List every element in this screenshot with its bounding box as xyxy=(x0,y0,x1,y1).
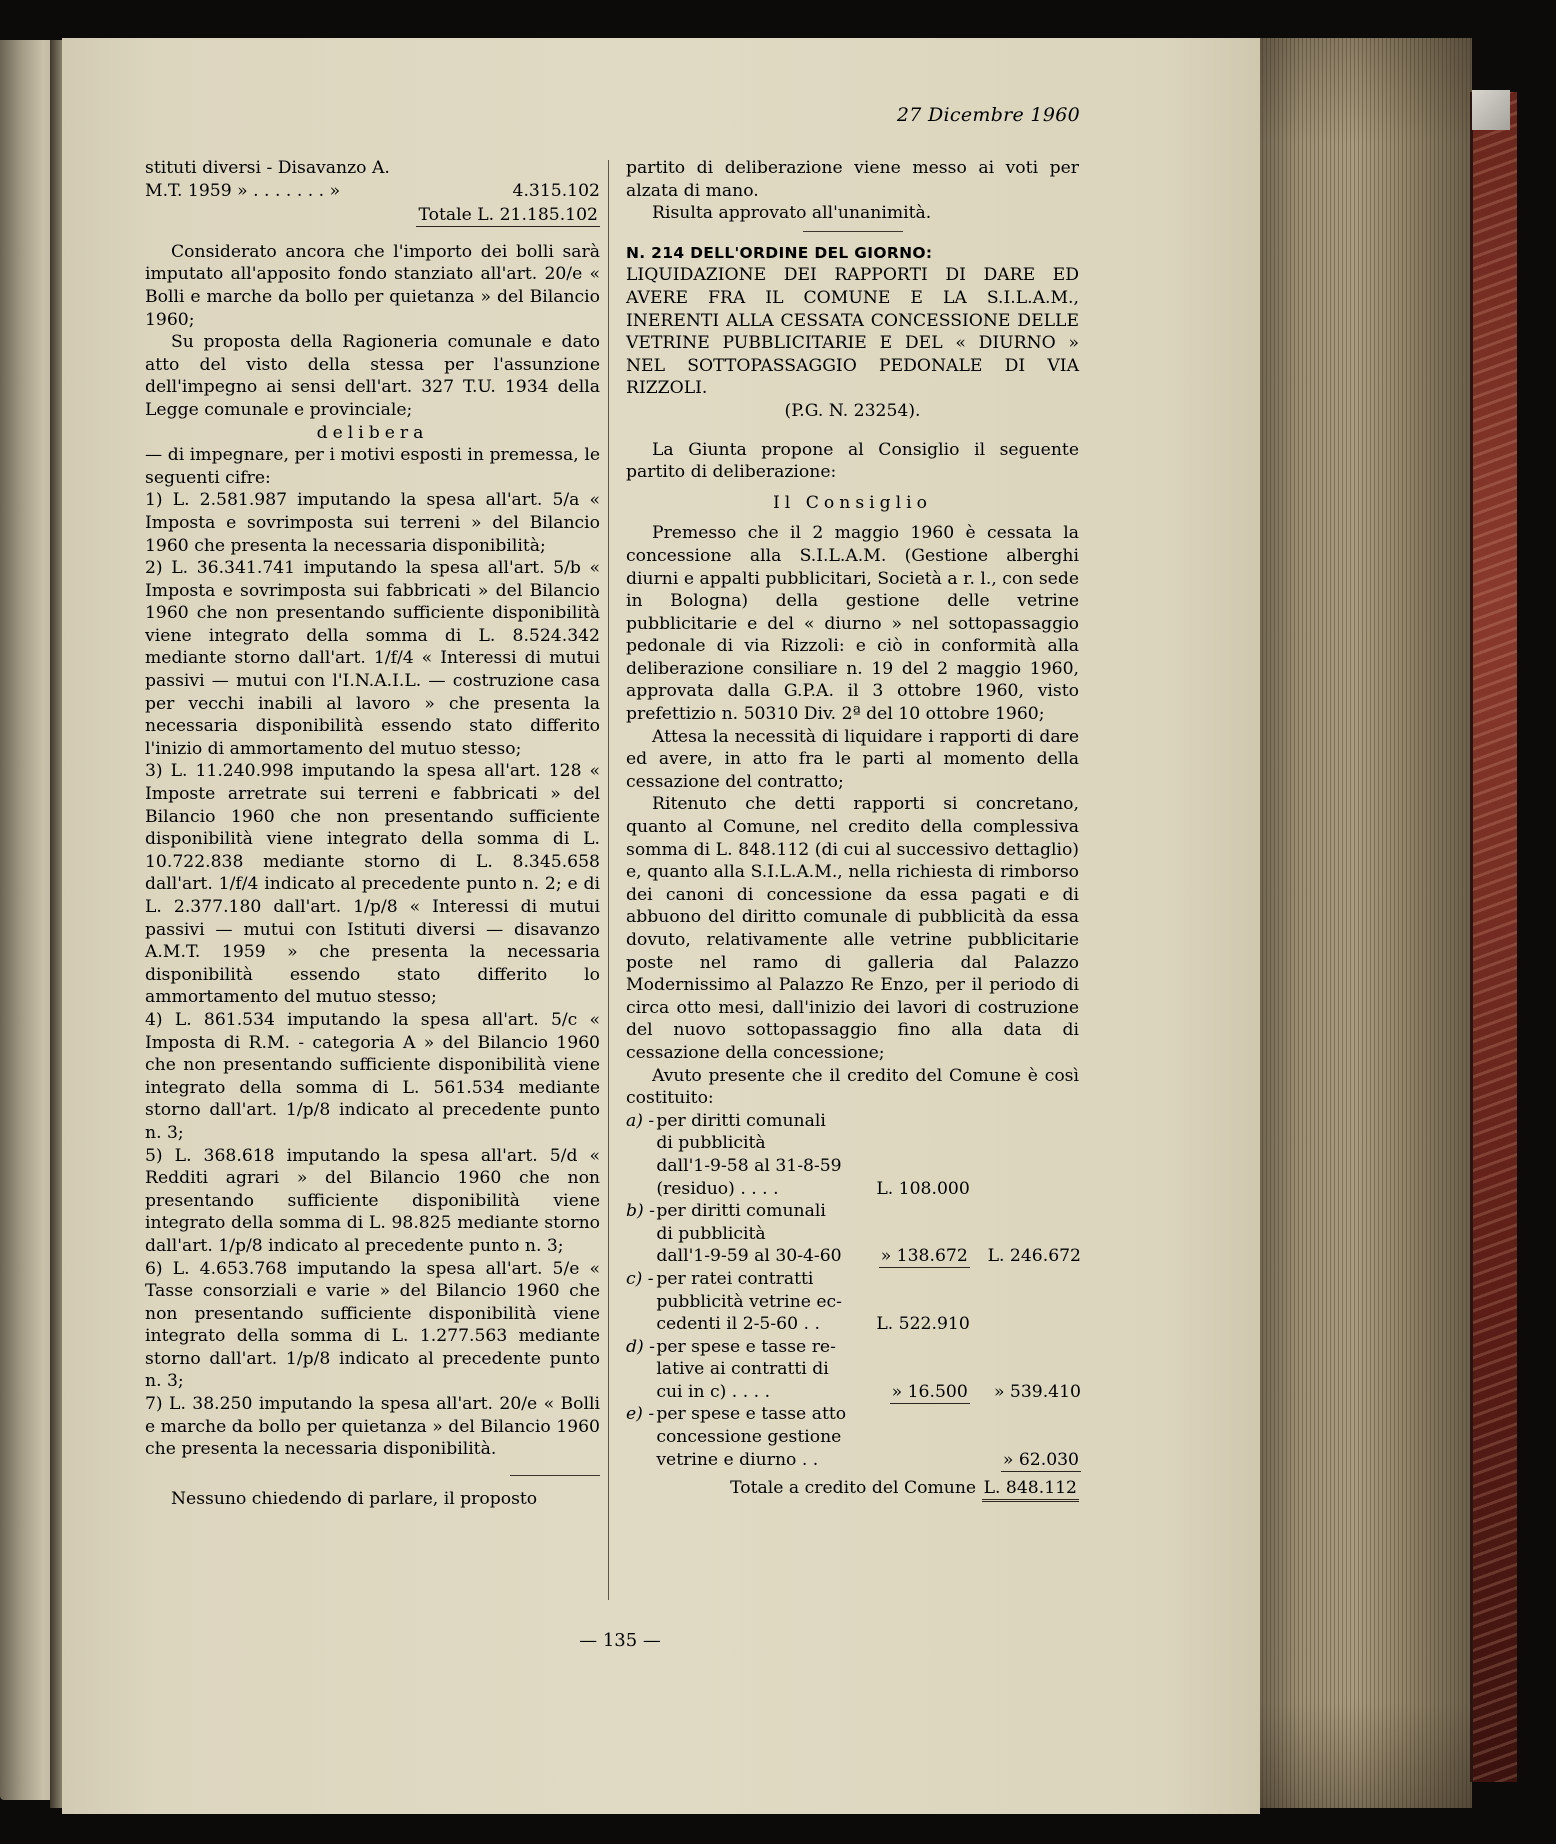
consiglio-heading: Il Consiglio xyxy=(773,492,932,513)
ledger-row xyxy=(626,1200,1081,1223)
page-header-date: 27 Dicembre 1960 xyxy=(896,104,1080,126)
title-reference: (P.G. N. 23254). xyxy=(784,400,921,421)
ledger-label: b) - xyxy=(626,1201,655,1222)
paragraph: Su proposta della Ragioneria comunale e dato atto del visto della stessa per l'assunzione dell'impegno ai sensi dell'art. 327 T.U. 1934 della Legge comunale e provinciale; xyxy=(145,332,600,420)
credit-total-amount: L. 848.112 xyxy=(982,1478,1079,1502)
ledger-text: per ratei contratti xyxy=(656,1268,814,1289)
divider xyxy=(803,231,903,232)
ledger-subtotal: L. 246.672 xyxy=(987,1246,1081,1267)
paragraph: Avuto presente che il credito del Comune è così costituito: xyxy=(626,1065,1079,1109)
list-item: 6) L. 4.653.768 imputando la spesa all'art. 5/e « Tasse consorziali e varie » del Bilancio 1960 che non presentando sufficiente disponibilità viene integrato della somma di L. 1.277.563 mediante storno dall'art. 1/p/8 indicato al precedente punto n. 3; xyxy=(145,1258,600,1392)
ledger-label: e) - xyxy=(626,1404,655,1425)
ledger-subtotal: » 539.410 xyxy=(993,1381,1081,1402)
agenda-heading: N. 214 DELL'ORDINE DEL GIORNO: xyxy=(626,243,933,262)
ledger-text: per spese e tasse re- xyxy=(656,1336,836,1357)
ledger-text: cedenti il 2-5-60 . . xyxy=(656,1314,820,1335)
left-total-amount: 21.185.102 xyxy=(499,205,598,226)
paragraph: La Giunta propone al Consiglio il seguente partito di deliberazione: xyxy=(626,439,1079,483)
ledger-text: dall'1-9-59 al 30-4-60 xyxy=(656,1246,842,1267)
ledger-row xyxy=(626,1336,1081,1359)
carryover-label: M.T. 1959 » . . . . . . . » xyxy=(145,180,341,201)
carryover-amount: 4.315.102 xyxy=(512,180,600,201)
carryover-line-1: stituti diversi - Disavanzo A. xyxy=(145,158,390,178)
ledger-text: concessione gestione xyxy=(656,1427,842,1448)
ledger-row xyxy=(626,1110,1081,1133)
ledger-amount: » 138.672 xyxy=(880,1246,968,1267)
ledger-row xyxy=(626,1268,1081,1291)
ledger-subtotal: » 62.030 xyxy=(1002,1449,1079,1470)
paragraph: Ritenuto che detti rapporti si concretano, quanto al Comune, nel credito della complessiva somma di L. 848.112 (di cui al successivo dettaglio) e, quanto alla S.I.L.A.M., nella richiesta di rimborso dei canoni di concessione da essa pagati e di abbuono del diritto comunale di pubblicità da essa dovuto, relativamente alle vetrine pubblicitarie poste nel ramo di galleria dal Palazzo Modernissimo al Palazzo Re Enzo, per il periodo di circa otto mesi, dall'inizio dei lavori di costruzione del nuovo sottopassaggio fino alla data di cessazione della concessione; xyxy=(626,794,1079,1063)
paragraph: Attesa la necessità di liquidare i rapporti di dare ed avere, in atto fra le parti al momento della cessazione del contratto; xyxy=(626,726,1079,792)
paragraph: — di impegnare, per i motivi esposti in premessa, le seguenti cifre: xyxy=(145,445,600,488)
ledger-text: per diritti comunali xyxy=(656,1110,826,1131)
paragraph: Considerato ancora che l'importo dei bolli sarà imputato all'apposito fondo stanziato all'art. 20/e « Bolli e marche da bollo per quietanza » del Bilancio 1960; xyxy=(145,241,600,330)
paragraph: Risulta approvato all'unanimità. xyxy=(652,203,932,224)
list-item: 7) L. 38.250 imputando la spesa all'art. 20/e « Bolli e marche da bollo per quietanza » del Bilancio 1960 che presenta la necessaria disponibilità. xyxy=(145,1394,600,1460)
credit-total-label: Totale a credito del Comune xyxy=(730,1478,977,1499)
page-edges xyxy=(1258,38,1472,1808)
list-item: 1) L. 2.581.987 imputando la spesa all'art. 5/a « Imposta e sovrimposta sui terreni » del Bilancio 1960 che presenta la necessaria disponibilità; xyxy=(145,490,600,556)
ledger-label: c) - xyxy=(626,1268,654,1289)
list-item: 2) L. 36.341.741 imputando la spesa all'art. 5/b « Imposta e sovrimposta sui fabbricati » del Bilancio 1960 che non presentando sufficiente disponibilità viene integrato della somma di L. 8.524.342 mediante storno dall'art. 1/f/4 « Interessi di mutui passivi — mutui con l'I.N.A.I.L. — costruzione casa per vecchi inabili al lavoro » che presenta la necessaria disponibilità essendo stato differito l'inizio di ammortamento del mutuo stesso; xyxy=(145,558,600,759)
ledger-text: per diritti comunali xyxy=(656,1201,826,1222)
left-column xyxy=(145,157,600,1510)
ledger-text: di pubblicità xyxy=(656,1223,766,1244)
ledger-amount: L. 108.000 xyxy=(876,1178,970,1199)
title-text: LIQUIDAZIONE DEI RAPPORTI DI DARE ED AVERE FRA IL COMUNE E LA S.I.L.A.M., INERENTI ALLA CESSATA CONCESSIONE DELLE VETRINE PUBBLICITARIE E DEL « DIURNO » NEL SOTTOPASSAGGIO PEDONALE DI VIA RIZZOLI. xyxy=(626,265,1079,399)
list-item: 3) L. 11.240.998 imputando la spesa all'art. 128 « Imposte arretrate sui terreni e fabbricati » del Bilancio 1960 che non presentando sufficiente disponibilità viene integrato della somma di L. 10.722.838 mediante storno di L. 8.345.658 dall'art. 1/f/4 indicato al precedente punto n. 2; e di L. 2.377.180 dall'art. 1/p/8 « Interessi di mutui passivi — mutui con Istituti diversi — disavanzo A.M.T. 1959 » che presenta la necessaria disponibilità essendo stato differito lo ammortamento del mutuo stesso; xyxy=(145,761,600,1008)
ledger-text: (residuo) . . . . xyxy=(656,1178,779,1199)
ledger-text: pubblicità vetrine ec- xyxy=(656,1291,842,1312)
marbled-cover xyxy=(1470,92,1517,1782)
ledger-label: d) - xyxy=(626,1336,655,1357)
ledger-amount: L. 522.910 xyxy=(876,1314,970,1335)
ledger-amount: » 16.500 xyxy=(891,1381,968,1402)
page-number: — 135 — xyxy=(579,1630,661,1651)
ledger-text: vetrine e diurno . . xyxy=(656,1449,819,1470)
credit-ledger xyxy=(626,1110,1081,1472)
resolution-title xyxy=(626,264,1079,422)
ledger-text: di pubblicità xyxy=(656,1133,766,1154)
cover-corner xyxy=(1472,90,1510,130)
ledger-row xyxy=(626,1403,1081,1426)
delibera-heading: delibera xyxy=(316,422,429,443)
left-total-label: Totale L. xyxy=(418,205,495,226)
paragraph: partito di deliberazione viene messo ai voti per alzata di mano. xyxy=(626,158,1079,201)
column-rule xyxy=(608,160,609,1600)
ledger-text: per spese e tasse atto xyxy=(656,1404,847,1425)
credit-total xyxy=(626,1471,1079,1500)
ledger-text: cui in c) . . . . xyxy=(656,1381,771,1402)
list-item: 4) L. 861.534 imputando la spesa all'art. 5/c « Imposta di R.M. - categoria A » del Bilancio 1960 che non presentando sufficiente disponibilità viene integrato della somma di L. 561.534 mediante storno dall'art. 1/p/8 indicato al precedente punto n. 3; xyxy=(145,1009,600,1143)
ledger-text: dall'1-9-58 al 31-8-59 xyxy=(656,1155,842,1176)
ledger-label: a) - xyxy=(626,1110,655,1131)
left-total xyxy=(145,202,600,227)
paragraph: Nessuno chiedendo di parlare, il proposto xyxy=(171,1488,538,1509)
list-item: 5) L. 368.618 imputando la spesa all'art. 5/d « Redditi agrari » del Bilancio 1960 che non presentando sufficiente disponibilità viene integrato della somma di L. 98.825 mediante storno dall'art. 1/p/8 indicato al precedente punto n. 3; xyxy=(145,1145,600,1256)
paragraph: Premesso che il 2 maggio 1960 è cessata la concessione alla S.I.L.A.M. (Gestione alberghi diurni e appalti pubblicitari, Società a r. l., con sede in Bologna) della gestione delle vetrine pubblicitarie e del « diurno » nel sottopassaggio pedonale di via Rizzoli: e ciò in conformità alla deliberazione consiliare n. 19 del 2 maggio 1960, approvata dalla G.P.A. il 3 ottobre 1960, visto prefettizio n. 50310 Div. 2ª del 10 ottobre 1960; xyxy=(626,523,1079,725)
ledger-text: lative ai contratti di xyxy=(656,1359,829,1380)
carryover-line-2 xyxy=(145,180,600,203)
right-column xyxy=(626,157,1079,1500)
